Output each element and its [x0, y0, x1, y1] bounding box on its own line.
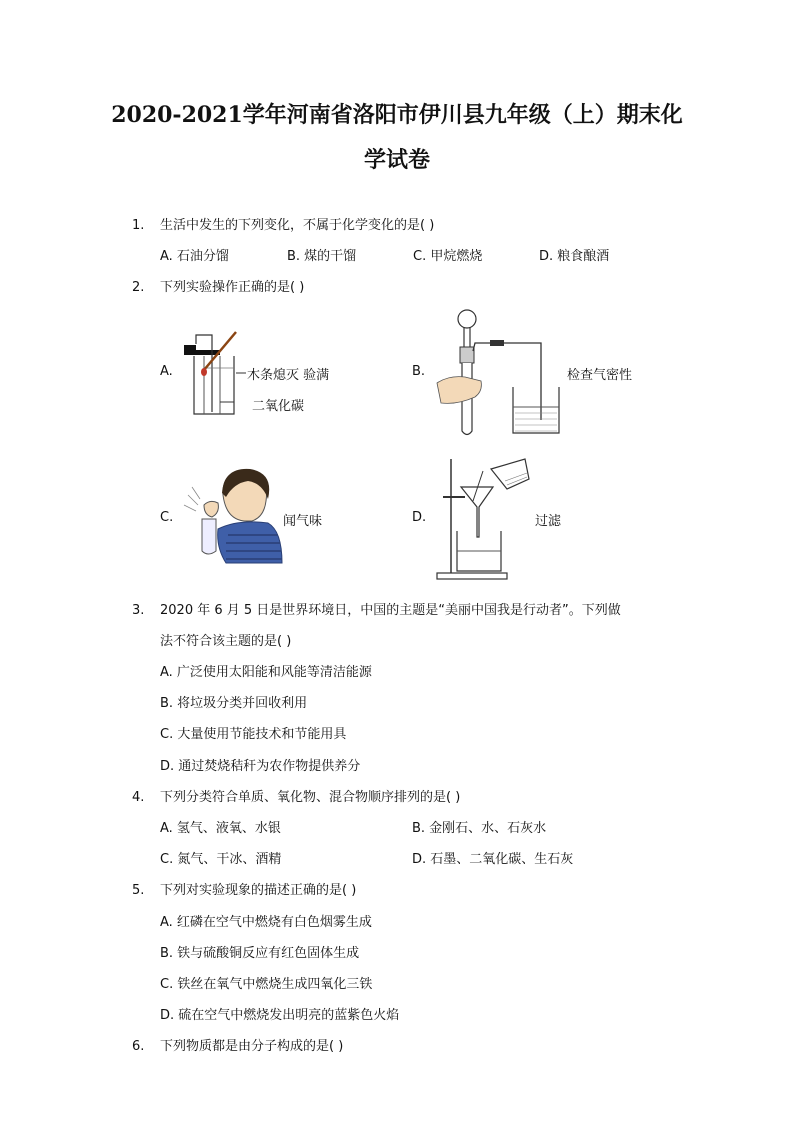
question-text-line-1: 2020 年 6 月 5 日是世界环境日，中国的主题是“美丽中国我是行动者”。下列做	[160, 603, 621, 618]
q2-option-c-label: 闻气味	[283, 514, 323, 529]
q1-option-d: D. 粮食酿酒	[539, 249, 610, 264]
question-text: 下列分类符合单质、氧化物、混合物顺序排列的是( )	[160, 790, 461, 805]
exam-title-line-1: 2020-2021学年河南省洛阳市伊川县九年级（上）期末化	[111, 102, 683, 128]
airtightness-figure	[435, 305, 555, 440]
q1-option-a: A. 石油分馏	[160, 249, 229, 264]
question-text: 下列对实验现象的描述正确的是( )	[160, 883, 357, 898]
question-3-text-line-2: 法不符合该主题的是( )	[160, 634, 292, 649]
question-number: 3.	[132, 603, 145, 618]
question-text: 生活中发生的下列变化，不属于化学变化的是( )	[160, 218, 435, 233]
q3-option-d: D. 通过焚烧秸秆为农作物提供养分	[160, 759, 361, 774]
question-number: 6.	[132, 1039, 145, 1054]
q2-option-c-letter: C.	[160, 510, 174, 525]
filtration-figure	[435, 455, 535, 583]
q5-option-a: A. 红磷在空气中燃烧有白色烟雾生成	[160, 915, 372, 930]
question-2	[132, 276, 304, 295]
q2-option-a-letter: A.	[160, 364, 173, 379]
q5-option-b: B. 铁与硫酸铜反应有红色固体生成	[160, 946, 360, 961]
q3-option-a: A. 广泛使用太阳能和风能等清洁能源	[160, 665, 372, 680]
q4-option-a: A. 氢气、液氧、水银	[160, 821, 281, 836]
question-text: 下列物质都是由分子构成的是( )	[160, 1039, 344, 1054]
q1-option-c: C. 甲烷燃烧	[413, 249, 483, 264]
q4-option-c: C. 氮气、干冰、酒精	[160, 852, 282, 867]
question-5	[132, 879, 356, 898]
question-number: 5.	[132, 883, 145, 898]
question-1	[132, 214, 434, 233]
question-number: 2.	[132, 280, 145, 295]
q4-option-d: D. 石墨、二氧化碳、生石灰	[412, 852, 574, 867]
q1-option-b: B. 煤的干馏	[287, 249, 357, 264]
question-4	[132, 786, 460, 805]
question-number: 4.	[132, 790, 145, 805]
smell-gas-figure	[178, 465, 288, 565]
q2-option-a-label-1: 木条熄灭 验满	[247, 368, 330, 383]
q3-option-b: B. 将垃圾分类并回收利用	[160, 696, 308, 711]
q2-option-b-label: 检查气密性	[567, 368, 633, 383]
q3-option-c: C. 大量使用节能技术和节能用具	[160, 727, 347, 742]
question-text: 下列实验操作正确的是( )	[160, 280, 305, 295]
exam-title-line-2: 学试卷	[363, 147, 430, 173]
q5-option-c: C. 铁丝在氧气中燃烧生成四氧化三铁	[160, 977, 373, 992]
q2-option-a-label-2: 二氧化碳	[252, 399, 305, 414]
question-3	[132, 599, 621, 618]
q4-option-b: B. 金刚石、水、石灰水	[412, 821, 547, 836]
q5-option-d: D. 硫在空气中燃烧发出明亮的蓝紫色火焰	[160, 1008, 400, 1023]
q2-option-d-label: 过滤	[535, 514, 562, 529]
q2-option-d-letter: D.	[412, 510, 427, 525]
question-number: 1.	[132, 218, 145, 233]
q2-option-b-letter: B.	[412, 364, 426, 379]
question-6	[132, 1035, 343, 1054]
